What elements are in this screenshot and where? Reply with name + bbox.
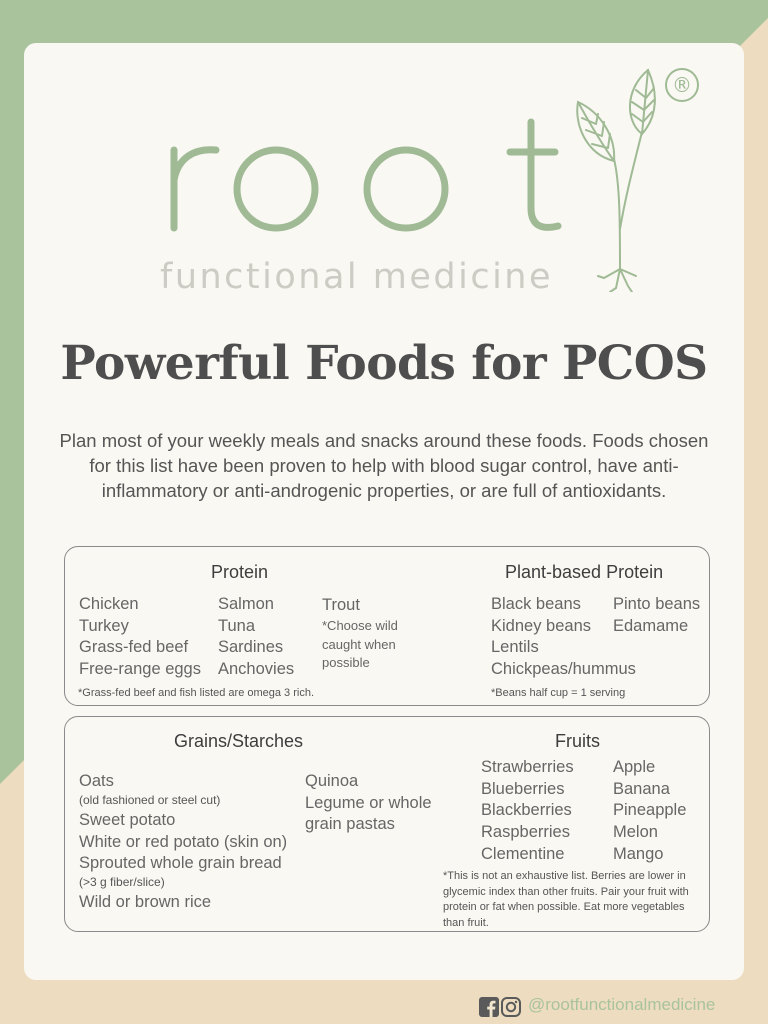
fruits-heading: Fruits [555, 731, 600, 751]
list-item: White or red potato (skin on) [79, 833, 288, 851]
social-handle[interactable]: @rootfunctionalmedicine [528, 995, 716, 1014]
fruits-col2 [613, 757, 686, 865]
list-item: Kidney beans [491, 616, 591, 635]
facebook-icon[interactable] [479, 997, 499, 1017]
plant-protein-footnote: *Beans half cup = 1 serving [491, 687, 626, 699]
list-item: Sweet potato [79, 811, 176, 829]
list-item: Apple [613, 758, 656, 776]
protein-heading: Protein [211, 562, 269, 582]
root-logo [160, 80, 590, 250]
list-item: Sardines [218, 638, 284, 657]
list-item: Edamame [613, 616, 689, 635]
page-title: Powerful Foods for PCOS [60, 336, 708, 391]
list-item: Legume or whole [305, 793, 432, 812]
list-item: Trout [322, 596, 360, 614]
plant-protein-heading: Plant-based Protein [505, 562, 664, 582]
intro-paragraph: Plan most of your weekly meals and snacks around these foods. Foods chosen for this list have been proven to help with blood sugar control, have anti-inflammatory or anti-androgenic properties, or are full of antioxidants. [59, 430, 709, 501]
instagram-icon[interactable] [501, 997, 521, 1017]
protein-col1 [79, 594, 201, 681]
grains-col2 [305, 771, 432, 836]
list-item: Pinto beans [613, 595, 701, 613]
plant-protein-col2 [613, 594, 700, 637]
list-item: Pineapple [613, 801, 687, 820]
protein-col2 [218, 594, 294, 681]
list-item: Blueberries [481, 779, 565, 798]
list-item: Oats [79, 772, 114, 790]
protein-footnote: *Grass-fed beef and fish listed are omega 3 rich. [78, 687, 315, 699]
list-item: Sprouted whole grain bread [79, 854, 282, 872]
list-item: Blackberries [481, 801, 572, 820]
note-line: *Choose wild [322, 618, 398, 633]
list-item: Lentils [491, 638, 539, 657]
list-item: Quinoa [305, 772, 359, 790]
fruits-footnote: *This is not an exhaustive list. Berries are lower in glycemic index than other fruits. Pair your fruit with protein or fat when possible. Eat more vegetables than fruit. [443, 870, 689, 929]
list-item: Banana [613, 779, 670, 798]
list-item: Salmon [218, 595, 274, 613]
list-item: Raspberries [481, 823, 570, 842]
fruits-col1 [481, 757, 574, 865]
list-item: grain pastas [305, 815, 395, 834]
list-item: Clementine [481, 844, 565, 863]
list-item: Chickpeas/hummus [491, 660, 636, 679]
list-item: Wild or brown rice [79, 893, 212, 911]
bread-note: (>3 g fiber/slice) [79, 875, 165, 889]
note-line: possible [322, 655, 370, 670]
list-item: Free-range eggs [79, 660, 201, 679]
list-item: Anchovies [218, 660, 295, 679]
protein-wild-note [322, 617, 398, 673]
oats-note: (old fashioned or steel cut) [79, 793, 221, 807]
list-item: Turkey [79, 616, 129, 635]
list-item: Strawberries [481, 758, 574, 776]
list-item: Black beans [491, 595, 581, 613]
list-item: Mango [613, 844, 664, 863]
list-item: Melon [613, 823, 658, 842]
registered-mark: ® [665, 68, 699, 102]
leaf-sprout-icon [570, 64, 660, 292]
list-item: Chicken [79, 595, 139, 613]
note-line: caught when [322, 636, 396, 652]
list-item: Tuna [218, 616, 255, 635]
brand-subtitle: functional medicine [160, 257, 554, 297]
grains-heading: Grains/Starches [174, 731, 304, 751]
list-item: Grass-fed beef [79, 638, 189, 657]
